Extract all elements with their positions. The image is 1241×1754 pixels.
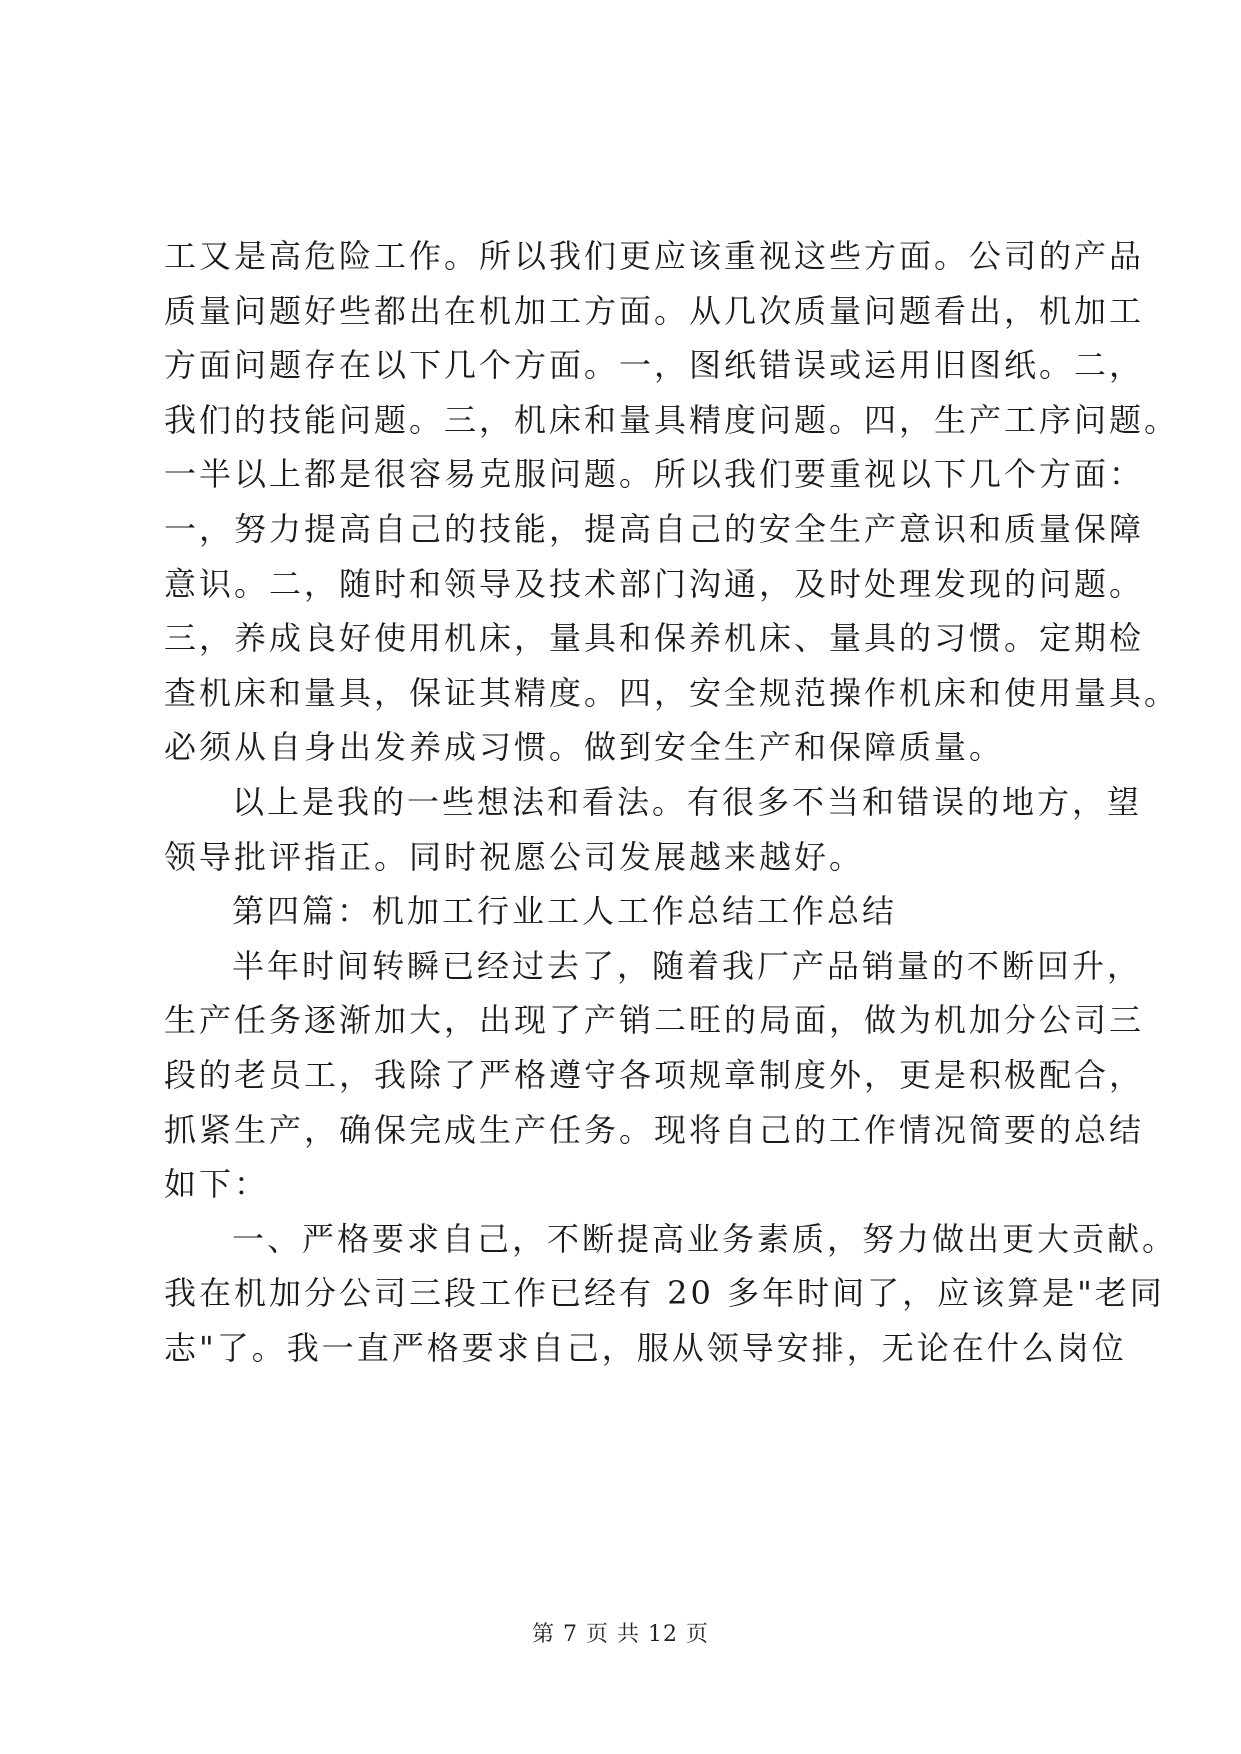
text-line: 生产任务逐渐加大，出现了产销二旺的局面，做为机加分公司三 — [164, 1001, 1145, 1039]
text-line: 半年时间转瞬已经过去了，随着我厂产品销量的不断回升， — [232, 947, 1143, 985]
text-line: 我在机加分公司三段工作已经有 20 多年时间了，应该算是"老同 — [164, 1274, 1165, 1312]
text-line: 必须从自身出发养成习惯。做到安全生产和保障质量。 — [164, 728, 1005, 766]
text-line: 质量问题好些都出在机加工方面。从几次质量问题看出，机加工 — [164, 292, 1145, 330]
text-line: 抓紧生产，确保完成生产任务。现将自己的工作情况简要的总结 — [164, 1111, 1145, 1149]
text-line: 三，养成良好使用机床，量具和保养机床、量具的习惯。定期检 — [164, 619, 1145, 657]
text-line: 以上是我的一些想法和看法。有很多不当和错误的地方，望 — [232, 783, 1143, 821]
text-line: 方面问题存在以下几个方面。一，图纸错误或运用旧图纸。二， — [164, 346, 1145, 384]
text-line: 如下： — [164, 1165, 270, 1203]
text-line: 查机床和量具，保证其精度。四，安全规范操作机床和使用量具。 — [164, 674, 1180, 712]
text-line: 工又是高危险工作。所以我们更应该重视这些方面。公司的产品 — [164, 237, 1145, 275]
text-line: 我们的技能问题。三，机床和量具精度问题。四，生产工序问题。 — [164, 401, 1180, 439]
text-line: 第四篇：机加工行业工人工作总结工作总结 — [232, 892, 898, 930]
text-line: 一、严格要求自己，不断提高业务素质，努力做出更大贡献。 — [232, 1220, 1178, 1258]
text-line: 意识。二，随时和领导及技术部门沟通，及时处理发现的问题。 — [164, 565, 1145, 603]
text-line: 领导批评指正。同时祝愿公司发展越来越好。 — [164, 838, 865, 876]
text-line: 段的老员工，我除了严格遵守各项规章制度外，更是积极配合， — [164, 1056, 1145, 1094]
page-footer: 第 7 页 共 12 页 — [532, 1622, 709, 1647]
text-line: 一半以上都是很容易克服问题。所以我们要重视以下几个方面： — [164, 455, 1145, 493]
text-line: 一，努力提高自己的技能，提高自己的安全生产意识和质量保障 — [164, 510, 1145, 548]
text-line: 志"了。我一直严格要求自己，服从领导安排，无论在什么岗位 — [164, 1329, 1127, 1367]
